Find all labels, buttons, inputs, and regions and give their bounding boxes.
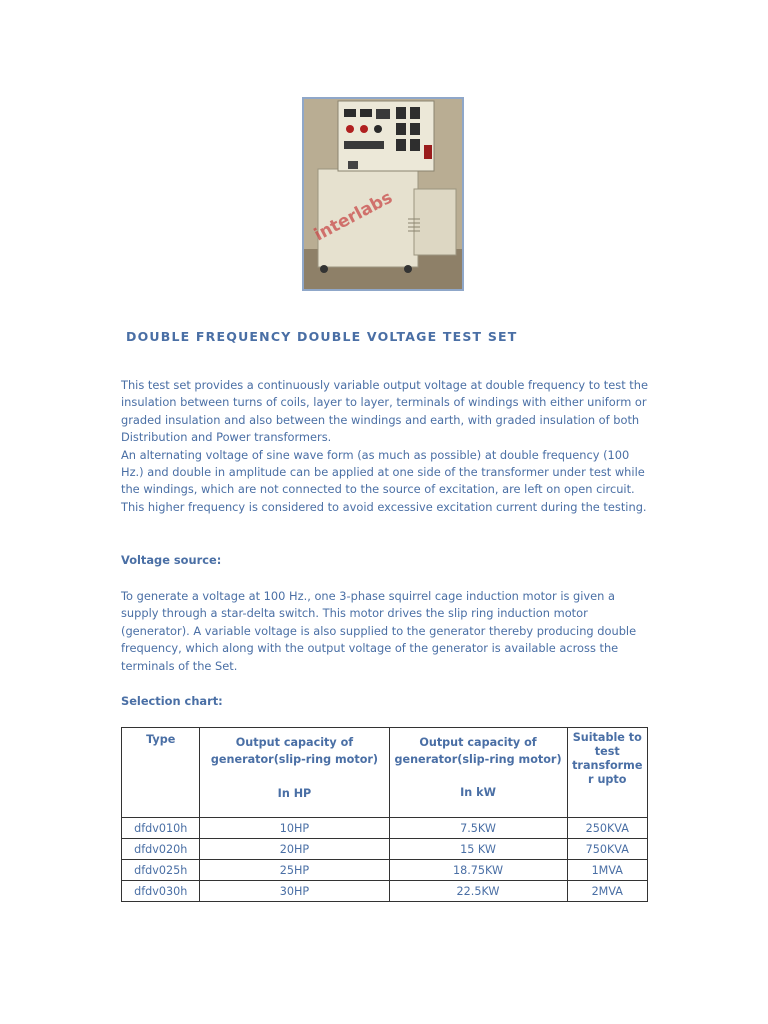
- table-header-row: [122, 728, 648, 818]
- page-title: DOUBLE FREQUENCY DOUBLE VOLTAGE TEST SET: [126, 329, 518, 344]
- voltage-source-section: [121, 588, 651, 675]
- cell-hp: 30HP: [200, 881, 389, 902]
- test-set-cabinet-image: [304, 99, 462, 289]
- intro-section: [121, 377, 651, 516]
- cell-hp: 20HP: [200, 839, 389, 860]
- table-row: [122, 881, 648, 902]
- selection-chart-heading: Selection chart:: [121, 694, 223, 708]
- cell-suitable: 250KVA: [567, 818, 647, 839]
- watermark: interlabs: [310, 187, 396, 246]
- table-row: [122, 860, 648, 881]
- cell-suitable: 2MVA: [567, 881, 647, 902]
- voltage-source-heading: Voltage source:: [121, 553, 222, 567]
- intro-paragraph-1: This test set provides a continuously variable output voltage at double frequency to test the insulation between turns of coils, layer to layer, terminals of windings with either uniform or graded insulation and also between the windings and earth, with graded insulation of both Distribution and Power transformers.: [121, 378, 648, 445]
- header-suitable: Suitable to test transforme r upto: [567, 728, 647, 818]
- cell-kw: 18.75KW: [389, 860, 567, 881]
- header-output-hp-label: Output capacity of generator(slip-ring motor): [210, 736, 379, 766]
- header-output-kw-unit: In kW: [460, 786, 496, 799]
- cell-kw: 7.5KW: [389, 818, 567, 839]
- cell-hp: 10HP: [200, 818, 389, 839]
- cell-suitable: 1MVA: [567, 860, 647, 881]
- header-output-hp: [200, 728, 389, 818]
- cell-type: dfdv020h: [122, 839, 200, 860]
- cell-kw: 22.5KW: [389, 881, 567, 902]
- cell-type: dfdv030h: [122, 881, 200, 902]
- voltage-source-text: To generate a voltage at 100 Hz., one 3-phase squirrel cage induction motor is given a supply through a star-delta switch. This motor drives the slip ring induction motor (generator). A variable voltage is also supplied to the generator thereby producing double frequency, which along with the output voltage of the generator is available across the terminals of the Set.: [121, 589, 637, 673]
- cell-type: dfdv025h: [122, 860, 200, 881]
- cell-type: dfdv010h: [122, 818, 200, 839]
- header-output-hp-unit: In HP: [277, 787, 312, 800]
- header-output-kw-label: Output capacity of generator(slip-ring motor): [394, 736, 562, 766]
- header-output-kw: [389, 728, 567, 818]
- table-row: [122, 839, 648, 860]
- table-row: [122, 818, 648, 839]
- cell-hp: 25HP: [200, 860, 389, 881]
- header-type: Type: [122, 728, 200, 818]
- selection-chart-table: [121, 727, 648, 902]
- cell-kw: 15 KW: [389, 839, 567, 860]
- intro-paragraph-2: An alternating voltage of sine wave form (as much as possible) at double frequency (100 Hz.) and double in amplitude can be applied at one side of the transformer under test while the windings, which are not connected to the source of excitation, are left on open circuit. This higher frequency is considered to avoid excessive excitation current during the testing.: [121, 447, 647, 514]
- product-photo: [302, 97, 464, 291]
- cell-suitable: 750KVA: [567, 839, 647, 860]
